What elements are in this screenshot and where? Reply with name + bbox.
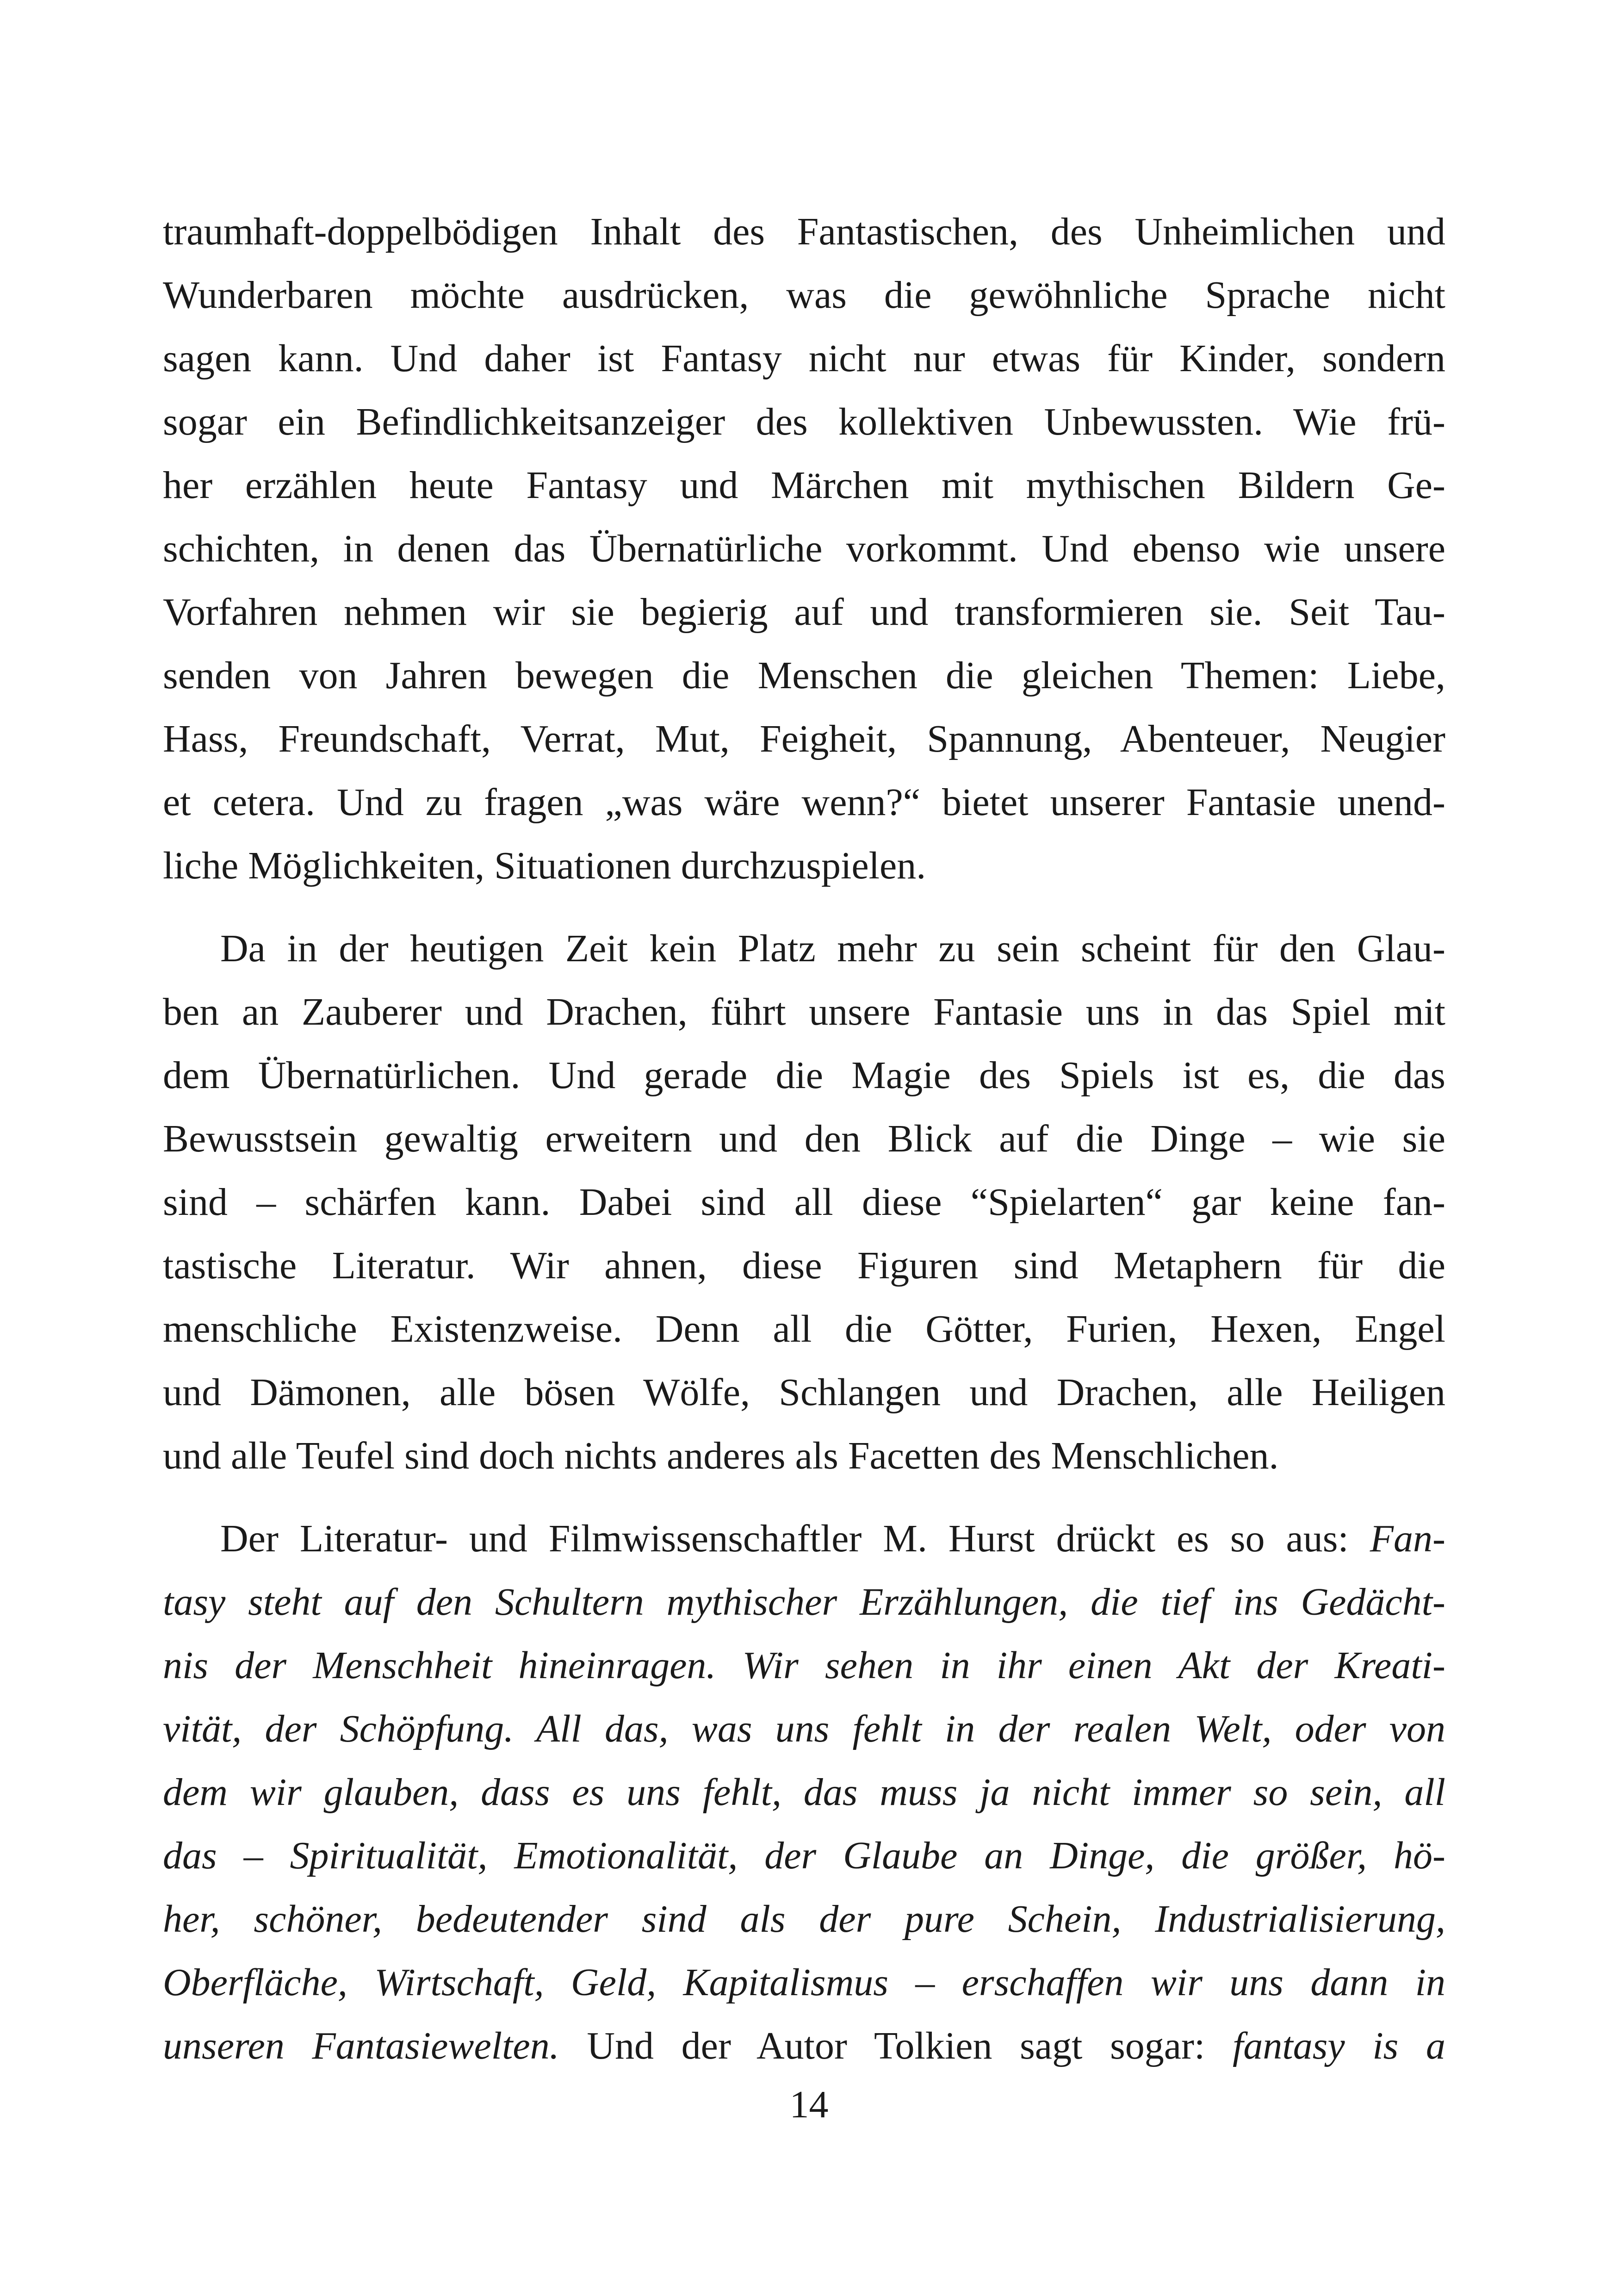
text-line: sogar ein Befindlichkeitsanzeiger des kollektiven Unbewussten. Wie frü- xyxy=(163,400,1445,443)
quote-line: tasy steht auf den Schultern mythischer Erzählungen, die tief ins Gedächt- xyxy=(163,1580,1445,1624)
quote-line: das – Spiritualität, Emotionalität, der Glaube an Dinge, die größer, hö- xyxy=(163,1834,1445,1877)
text-line: und alle Teufel sind doch nichts anderes als Facetten des Menschlichen. xyxy=(163,1434,1279,1477)
text-run: Der Literatur- und Filmwissenschaftler M. Hurst drückt es so aus: xyxy=(220,1517,1370,1560)
text-line: sagen kann. Und daher ist Fantasy nicht nur etwas für Kinder, sondern xyxy=(163,337,1445,380)
text-line: dem Übernatürlichen. Und gerade die Magie des Spiels ist es, die das xyxy=(163,1054,1445,1097)
text-line: Bewusstsein gewaltig erweitern und den Blick auf die Dinge – wie sie xyxy=(163,1117,1445,1160)
text-line: tastische Literatur. Wir ahnen, diese Figuren sind Metaphern für die xyxy=(163,1244,1445,1287)
quote-text: unseren Fantasiewelten. xyxy=(163,2024,559,2067)
quote-text: Fan- xyxy=(1370,1517,1445,1560)
text-line xyxy=(163,2014,1445,2078)
page-number: 14 xyxy=(789,2083,829,2126)
paragraph-2 xyxy=(163,917,1445,1487)
text-line: Da in der heutigen Zeit kein Platz mehr zu sein scheint für den Glau- xyxy=(220,927,1445,970)
quote-line: dem wir glauben, dass es uns fehlt, das muss ja nicht immer so sein, all xyxy=(163,1771,1445,1814)
quote-text: fantasy is a xyxy=(1233,2024,1445,2067)
text-line: her erzählen heute Fantasy und Märchen mit mythischen Bildern Ge- xyxy=(163,464,1445,507)
text-line: sind – schärfen kann. Dabei sind all diese “Spielarten“ gar keine fan- xyxy=(163,1181,1445,1224)
text-line: traumhaft-doppelbödigen Inhalt des Fantastischen, des Unheimlichen und xyxy=(163,210,1445,253)
text-line: und Dämonen, alle bösen Wölfe, Schlangen und Drachen, alle Heiligen xyxy=(163,1371,1445,1414)
paragraph-gap xyxy=(163,897,1445,917)
body-text xyxy=(163,200,1445,2078)
text-line: schichten, in denen das Übernatürliche vorkommt. Und ebenso wie unsere xyxy=(163,527,1445,570)
paragraph-gap xyxy=(163,1487,1445,1507)
paragraph-3 xyxy=(163,1507,1445,2078)
text-line: et cetera. Und zu fragen „was wäre wenn?“ bietet unserer Fantasie unend- xyxy=(163,781,1445,824)
text-line: ben an Zauberer und Drachen, führt unsere Fantasie uns in das Spiel mit xyxy=(163,990,1445,1033)
quote-line: vität, der Schöpfung. All das, was uns fehlt in der realen Welt, oder von xyxy=(163,1707,1445,1750)
quote-line: nis der Menschheit hineinragen. Wir sehen in ihr einen Akt der Kreati- xyxy=(163,1644,1445,1687)
text-line xyxy=(163,1507,1445,1570)
text-line: Hass, Freundschaft, Verrat, Mut, Feigheit, Spannung, Abenteuer, Neugier xyxy=(163,717,1445,760)
quote-line: Oberfläche, Wirtschaft, Geld, Kapitalismus – erschaffen wir uns dann in xyxy=(163,1961,1445,2004)
paragraph-1 xyxy=(163,200,1445,897)
text-line: menschliche Existenzweise. Denn all die Götter, Furien, Hexen, Engel xyxy=(163,1307,1445,1350)
text-line: liche Möglichkeiten, Situationen durchzuspielen. xyxy=(163,844,926,887)
text-line: Vorfahren nehmen wir sie begierig auf und transformieren sie. Seit Tau- xyxy=(163,591,1445,634)
quote-line: her, schöner, bedeutender sind als der pure Schein, Industrialisierung, xyxy=(163,1898,1445,1941)
text-line: Wunderbaren möchte ausdrücken, was die gewöhnliche Sprache nicht xyxy=(163,274,1445,317)
text-run: Und der Autor Tolkien sagt sogar: xyxy=(559,2024,1233,2067)
text-line: senden von Jahren bewegen die Menschen die gleichen Themen: Liebe, xyxy=(163,654,1445,697)
